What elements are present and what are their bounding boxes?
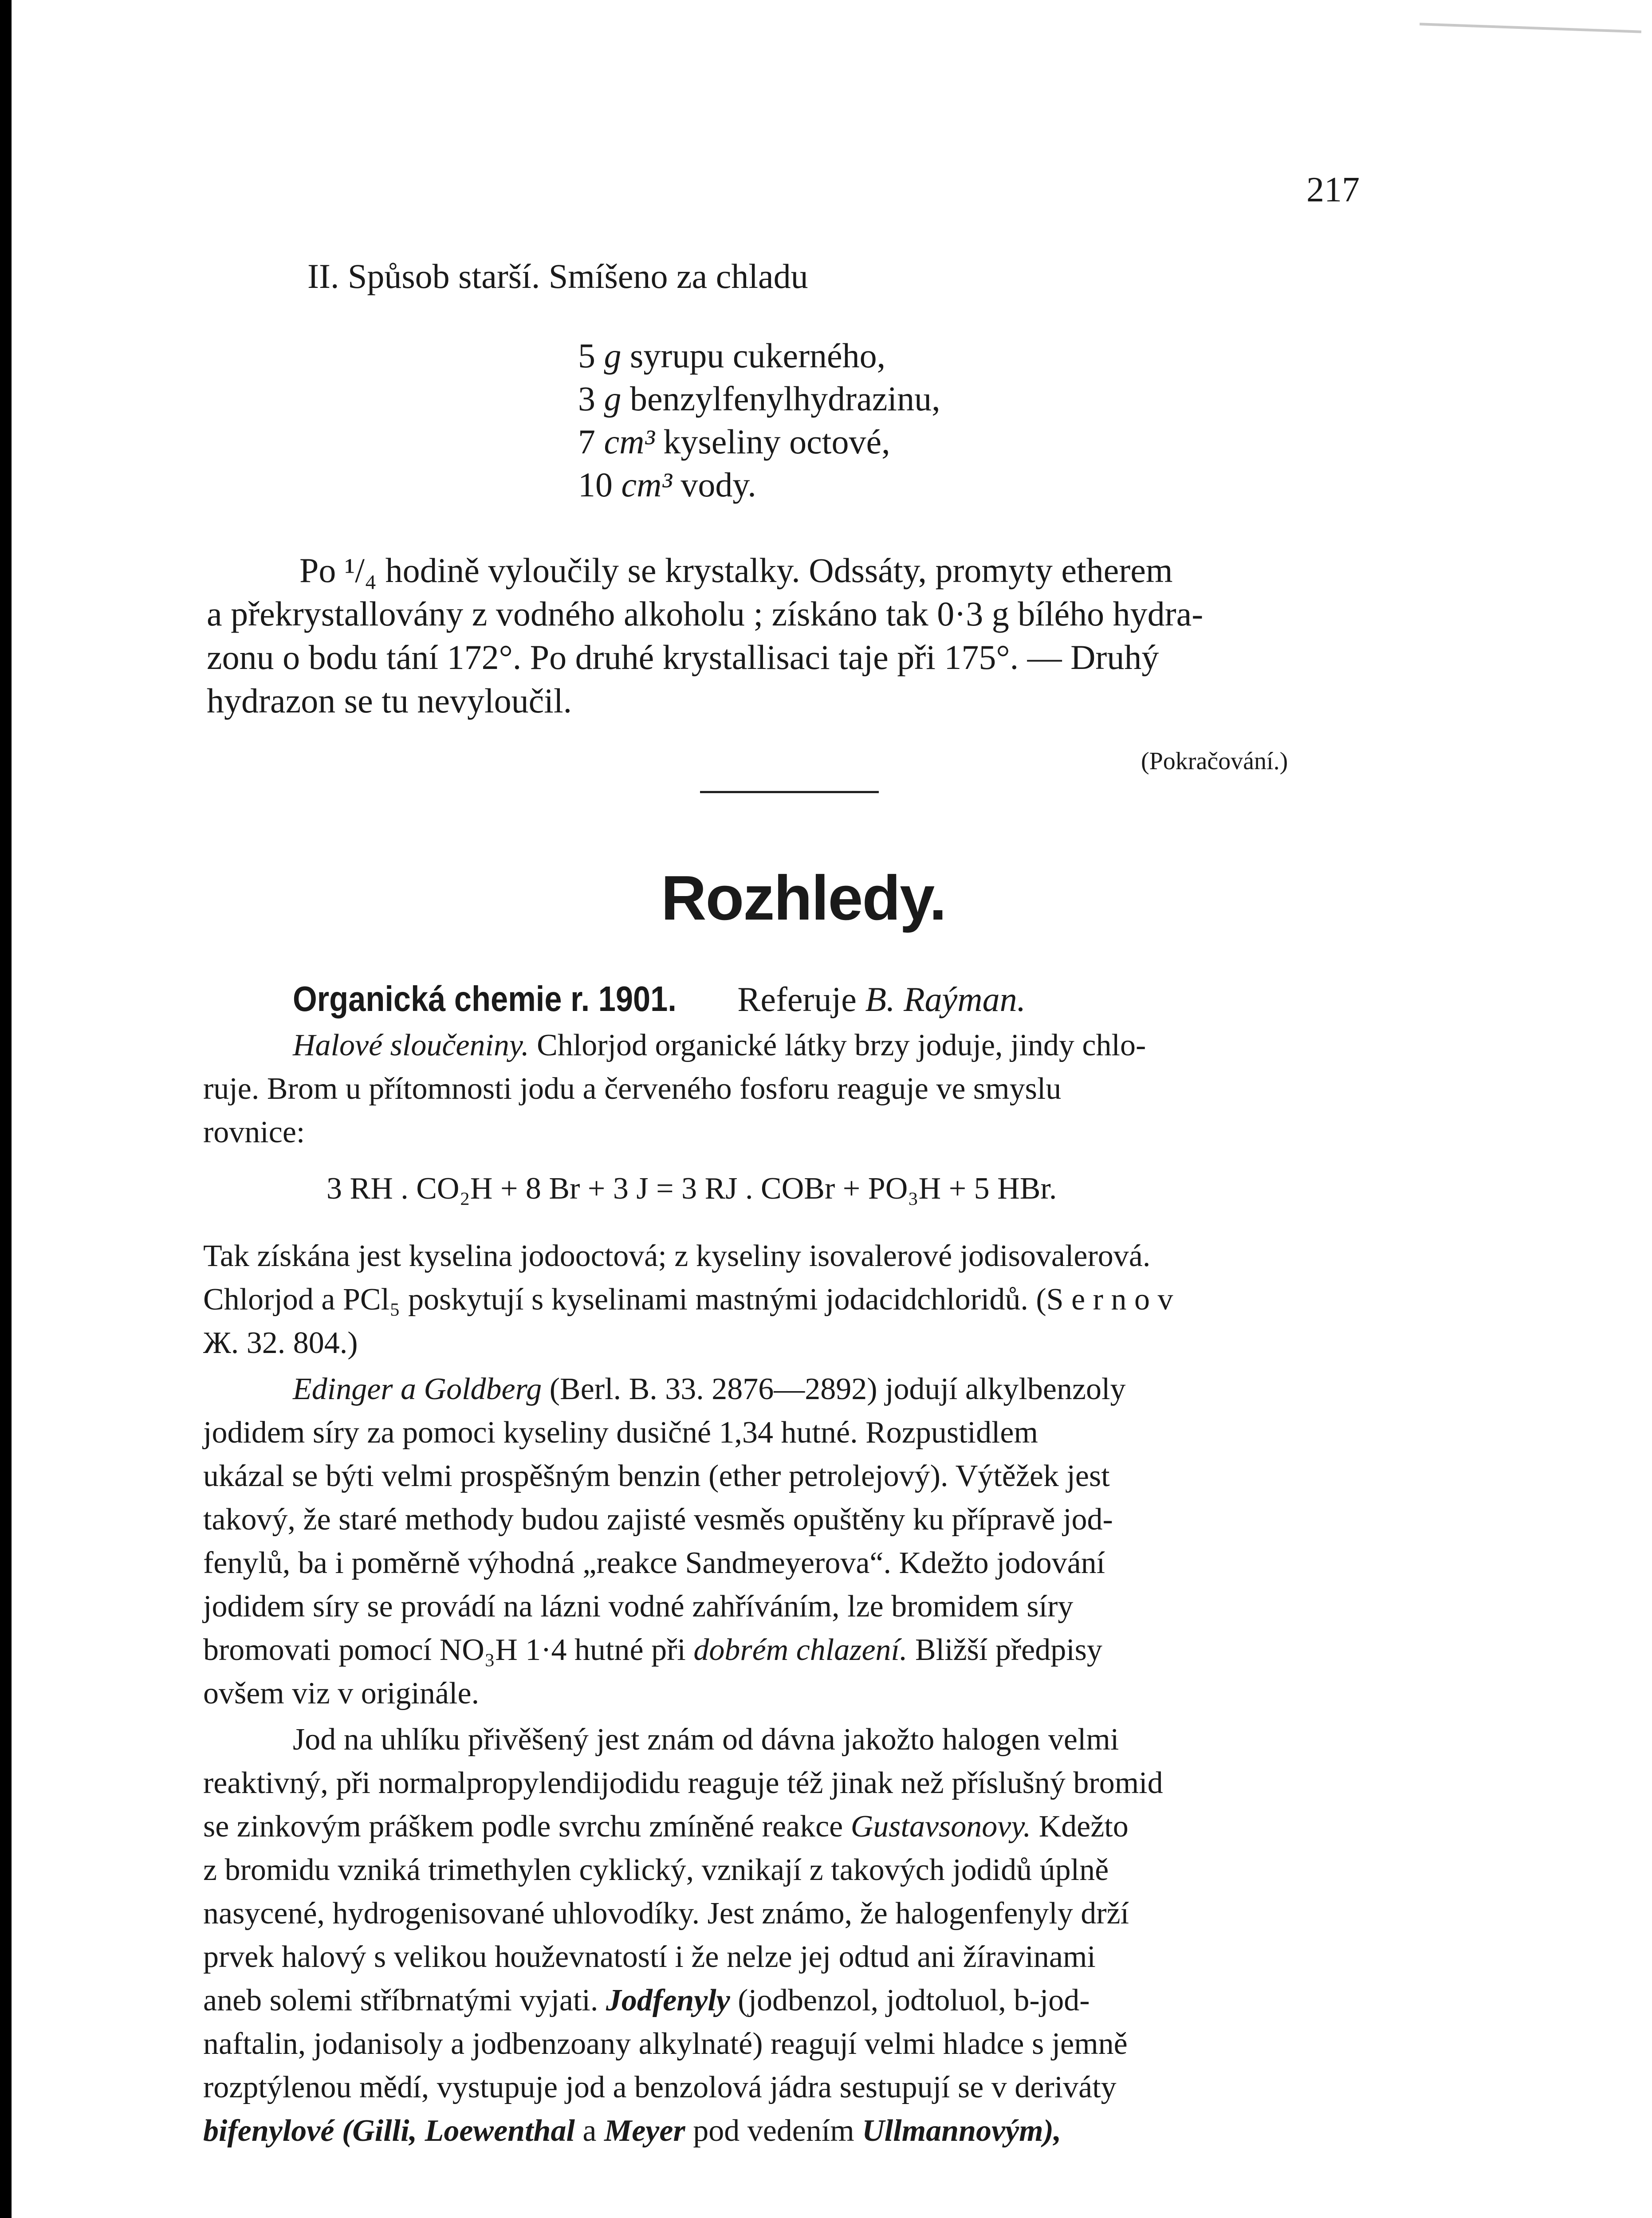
after-eq-line-2: Chlorjod a PCl₅ poskytují s kyselinami mastnými jodacidchloridů. (S e r n o v xyxy=(203,1282,1173,1317)
edinger-line-5: jodidem síry se provádí na lázni vodné zahříváním, lze bromidem síry xyxy=(203,1589,1074,1624)
halove-line-1: Halové sloučeniny. Chlorjod organické látky brzy joduje, jindy chlo- xyxy=(293,1028,1146,1062)
paragraph-line-3: zonu o bodu tání 172°. Po druhé krystallisaci taje při 175°. — Druhý xyxy=(207,638,1159,676)
recipe-line-4: 10 cm³ vody. xyxy=(578,465,756,504)
edinger-line-3: takový, že staré methody budou zajisté vesměs opuštěny ku přípravě jod- xyxy=(203,1502,1113,1537)
after-eq-line-3: Ж. 32. 804.) xyxy=(203,1326,358,1360)
halove-line-2: ruje. Brom u přítomnosti jodu a červeného fosforu reaguje ve smyslu xyxy=(203,1072,1062,1106)
edinger-line-4: fenylů, ba i poměrně výhodná „reakce Sandmeyerova“. Kdežto jodování xyxy=(203,1546,1105,1580)
jod-line-1: Jod na uhlíku přivěšený jest znám od dávna jakožto halogen velmi xyxy=(293,1722,1119,1757)
page-number: 217 xyxy=(1306,170,1360,209)
edinger-line-1: jodidem síry za pomoci kyseliny dusičné 1,34 hutné. Rozpustidlem xyxy=(203,1416,1038,1450)
paragraph-line-2: a překrystallovány z vodného alkoholu ; získáno tak 0·3 g bílého hydra- xyxy=(207,594,1204,633)
mid-line-3: prvek halový s velikou houževnatostí i že nelze jej odtud ani žíravinami xyxy=(203,1940,1096,1974)
recipe-line-1: 5 g syrupu cukerného, xyxy=(578,336,886,375)
section-divider xyxy=(700,791,879,793)
section-heading: II. Spůsob starší. Smíšeno za chladu xyxy=(307,257,808,295)
mid-line-2: nasycené, hydrogenisované uhlovodíky. Jest známo, že halogenfenyly drží xyxy=(203,1896,1129,1931)
continuation-note: (Pokračování.) xyxy=(1141,747,1288,775)
page-edge-shadow xyxy=(0,0,12,2218)
edinger-line-2: ukázal se býti velmi prospěšným benzin (ether petrolejový). Výtěžek jest xyxy=(203,1459,1110,1493)
edinger-line-0: Edinger a Goldberg (Berl. B. 33. 2876—2892) jodují alkylbenzoly xyxy=(293,1372,1126,1406)
rozptylenou-line: rozptýlenou mědí, vystupuje jod a benzolová jádra sestupují se v deriváty xyxy=(203,2070,1117,2104)
naftalin-line: naftalin, jodanisoly a jodbenzoany alkylnaté) reagují velmi hladce s jemně xyxy=(203,2027,1128,2061)
paragraph-line-4: hydrazon se tu nevyloučil. xyxy=(207,681,572,720)
zink-line: se zinkovým práškem podle svrchu zmíněné reakce Gustavsonovy. Kdežto xyxy=(203,1809,1129,1844)
bromovati-line: bromovati pomocí NO₃H 1·4 hutné při dobrém chlazení. Bližší předpisy xyxy=(203,1633,1102,1667)
paragraph-line-1: Po ¹/₄ hodině vyloučily se krystalky. Odssáty, promyty etherem xyxy=(299,551,1173,590)
equation: 3 RH . CO₂H + 8 Br + 3 J = 3 RJ . COBr + PO₃H + 5 HBr. xyxy=(326,1172,1057,1206)
ovsem-line: ovšem viz v originále. xyxy=(203,1676,480,1711)
page-top-mark xyxy=(1420,23,1641,33)
last-line: bifenylové (Gilli, Loewenthal a Meyer pod vedením Ullmannovým), xyxy=(203,2114,1062,2148)
mid-line-1: z bromidu vzniká trimethylen cyklický, vznikají z takových jodidů úplně xyxy=(203,1853,1109,1887)
halove-line-3: rovnice: xyxy=(203,1115,305,1149)
recipe-line-3: 7 cm³ kyseliny octové, xyxy=(578,422,890,461)
recipe-line-2: 3 g benzylfenylhydrazinu, xyxy=(578,379,940,418)
section-title-rozhledy: Rozhledy. xyxy=(661,863,946,933)
aneb-line: aneb solemi stříbrnatými vyjati. Jodfenyly (jodbenzol, jodtoluol, b-jod- xyxy=(203,1983,1090,2017)
after-eq-line-1: Tak získána jest kyselina jodooctová; z kyseliny isovalerové jodisovalerová. xyxy=(203,1239,1151,1273)
subheading-organicka: Organická chemie r. 1901. Referuje B. Raýman. xyxy=(293,979,1026,1019)
jod-line-2: reaktivný, při normalpropylendijodidu reaguje též jinak než příslušný bromid xyxy=(203,1766,1163,1800)
